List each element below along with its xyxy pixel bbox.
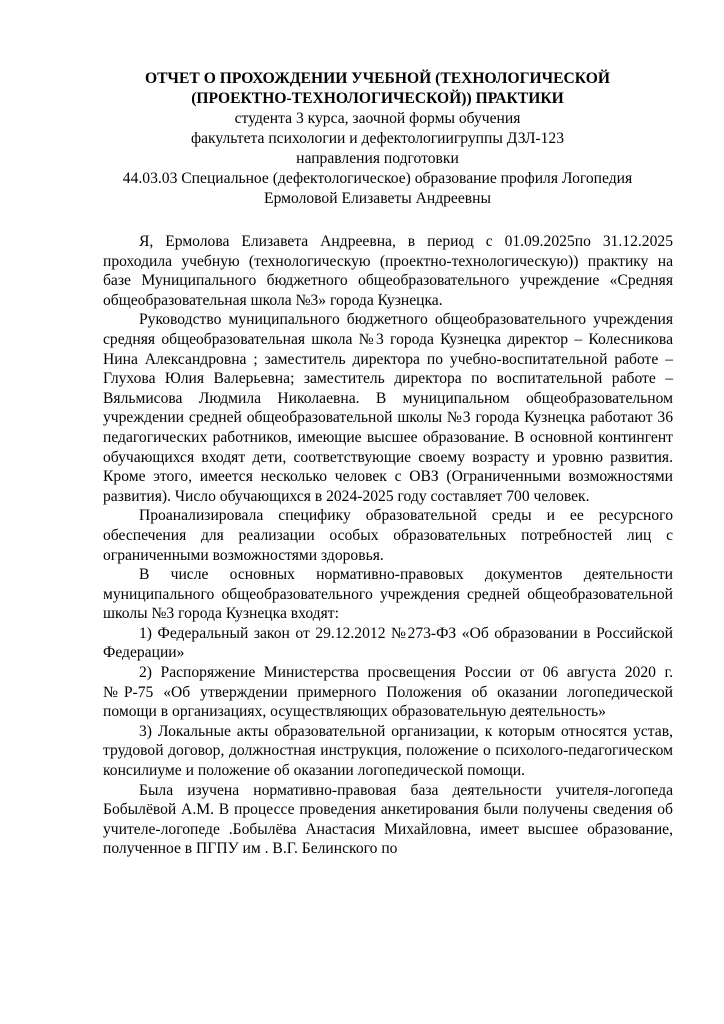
paragraph-practice-period: Я, Ермолова Елизавета Андреевна, в период с 01.09.2025по 31.12.2025 проходила учебную (технологическую (проектно-технологическую)) практику на базе Муниципального бюджетного общеобразовательного учреждение «Средняя общеобразовательная школа №3» города Кузнецка. xyxy=(103,233,673,309)
report-title-line-2: (ПРОЕКТНО-ТЕХНОЛОГИЧЕСКОЙ)) ПРАКТИКИ xyxy=(191,90,564,107)
paragraph-environment-analysis: Проанализировала специфику образовательной среды и ее ресурсного обеспечения для реализации особых образовательных потребностей лиц с ограниченными возможностями здоровья. xyxy=(103,507,673,564)
paragraph-normative-documents: В числе основных нормативно-правовых документов деятельности муниципального общеобразовательного учреждения средней общеобразовательной школы №3 города Кузнецка входят: xyxy=(103,566,673,623)
report-body xyxy=(103,232,673,859)
paragraph-school-management: Руководство муниципального бюджетного общеобразовательного учреждения средняя общеобразовательная школа №3 города Кузнецка директор – Колесникова Нина Александровна ; заместитель директора по учебно-воспитательной работе –Глухова Юлия Валерьевна; заместитель директора по воспитательной работе –Вяльмисова Людмила Николаевна. В муниципальном общеобразовательном учреждении средней общеобразовательной школы №3 города Кузнецка работают 36 педагогических работников, имеющие высшее образование. В основной контингент обучающихся входят дети, соответствующие своему возрасту и уровню развития. Кроме этого, имеется несколько человек с ОВЗ (Ограниченными возможностями развития). Число обучающихся в 2024-2025 году составляет 700 человек. xyxy=(103,311,673,505)
faculty-group-line: факультета психологии и дефектологиигруппы ДЗЛ-123 xyxy=(190,130,565,147)
direction-label: направления подготовки xyxy=(296,150,459,167)
list-item-federal-law: 1) Федеральный закон от 29.12.2012 №273-ФЗ «Об образовании в Российской Федерации» xyxy=(103,624,673,662)
direction-profile-line: 44.03.03 Специальное (дефектологическое) образование профиля Логопедия xyxy=(122,170,633,187)
report-title-line-1: ОТЧЕТ О ПРОХОЖДЕНИИ УЧЕБНОЙ (ТЕХНОЛОГИЧЕСКОЙ xyxy=(145,70,610,87)
student-name: Ермоловой Елизаветы Андреевны xyxy=(264,190,491,207)
list-item-ministry-order: 2) Распоряжение Министерства просвещения России от 06 августа 2020 г. №Р-75 «Об утверждении примерного Положения об оказании логопедической помощи в организациях, осуществляющих образовательную деятельность» xyxy=(103,664,673,721)
report-header xyxy=(80,69,675,209)
paragraph-speech-therapist: Была изучена нормативно-правовая база деятельности учителя-логопеда Бобылёвой А.М. В процессе проведения анкетирования были получены сведения об учителе-логопеде .Бобылёва Анастасия Михайловна, имеет высшее образование, полученное в ПГПУ им . В.Г. Белинского по xyxy=(103,781,673,858)
list-item-local-acts: 3) Локальные акты образовательной организации, к которым относятся устав, трудовой договор, должностная инструкция, положение о психолого-педагогическом консилиуме и положение об оказании логопедической помощи. xyxy=(103,722,673,780)
student-course-line: студента 3 курса, заочной формы обучения xyxy=(234,110,521,127)
